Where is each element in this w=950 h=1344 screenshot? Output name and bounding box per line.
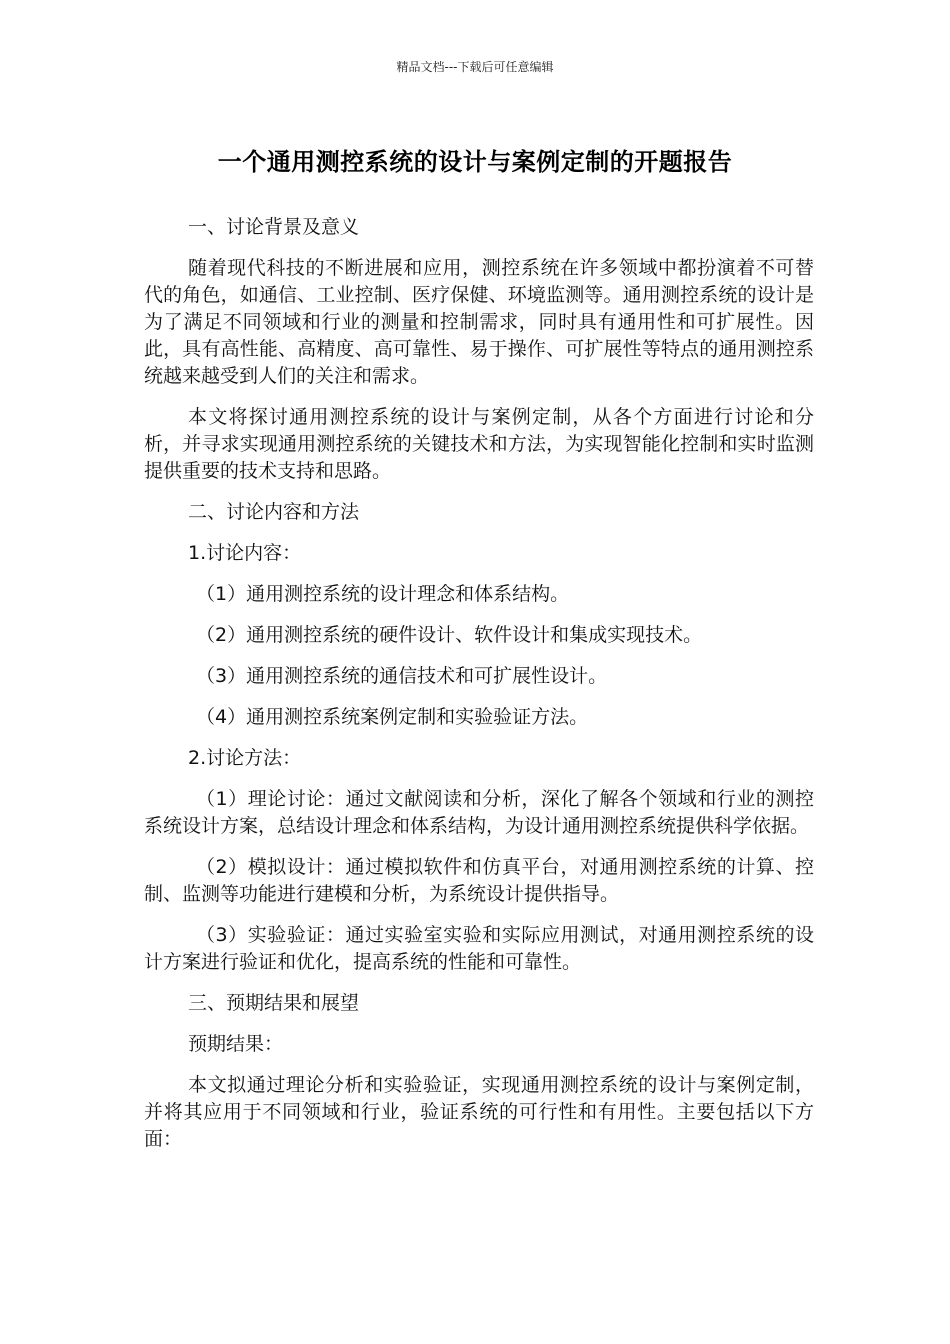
subheading-content: 1.讨论内容： (188, 542, 302, 564)
section-heading-expected-results: 三、预期结果和展望 (188, 992, 360, 1014)
subheading-methods: 2.讨论方法： (188, 747, 302, 769)
list-item: （4）通用测控系统案例定制和实验验证方法。 (196, 706, 589, 728)
subheading-expected: 预期结果： (188, 1033, 284, 1055)
list-item: （1）通用测控系统的设计理念和体系结构。 (196, 583, 570, 605)
document-title: 一个通用测控系统的设计与案例定制的开题报告 (217, 148, 733, 176)
paragraph-purpose: 本文将探讨通用测控系统的设计与案例定制，从各个方面进行讨论和分析，并寻求实现通用测控系统的关键技术和方法，为实现智能化控制和实时监测提供重要的技术支持和思路。 (144, 406, 814, 482)
paragraph-background: 随着现代科技的不断进展和应用，测控系统在许多领域中都扮演着不可替代的角色，如通信、工业控制、医疗保健、环境监测等。通用测控系统的设计是为了满足不同领域和行业的测量和控制需求，同时具有通用性和可扩展性。因此，具有高性能、高精度、高可靠性、易于操作、可扩展性等特点的通用测控系统越来越受到人们的关注和需求。 (144, 257, 814, 387)
header-note: 精品文档---下载后可任意编辑 (396, 60, 554, 74)
method-paragraph: （1）理论讨论：通过文献阅读和分析，深化了解各个领域和行业的测控系统设计方案，总结设计理念和体系结构，为设计通用测控系统提供科学依据。 (144, 788, 814, 837)
method-paragraph: （2）模拟设计：通过模拟软件和仿真平台，对通用测控系统的计算、控制、监测等功能进行建模和分析，为系统设计提供指导。 (144, 856, 814, 905)
paragraph-expected: 本文拟通过理论分析和实验验证，实现通用测控系统的设计与案例定制，并将其应用于不同领域和行业，验证系统的可行性和有用性。主要包括以下方面： (144, 1074, 814, 1150)
method-paragraph: （3）实验验证：通过实验室实验和实际应用测试，对通用测控系统的设计方案进行验证和优化，提高系统的性能和可靠性。 (144, 924, 814, 973)
list-item: （2）通用测控系统的硬件设计、软件设计和集成实现技术。 (196, 624, 703, 646)
section-heading-content-methods: 二、讨论内容和方法 (188, 501, 360, 523)
list-item: （3）通用测控系统的通信技术和可扩展性设计。 (196, 665, 608, 687)
section-heading-background: 一、讨论背景及意义 (188, 216, 360, 238)
document-body (144, 214, 814, 1167)
